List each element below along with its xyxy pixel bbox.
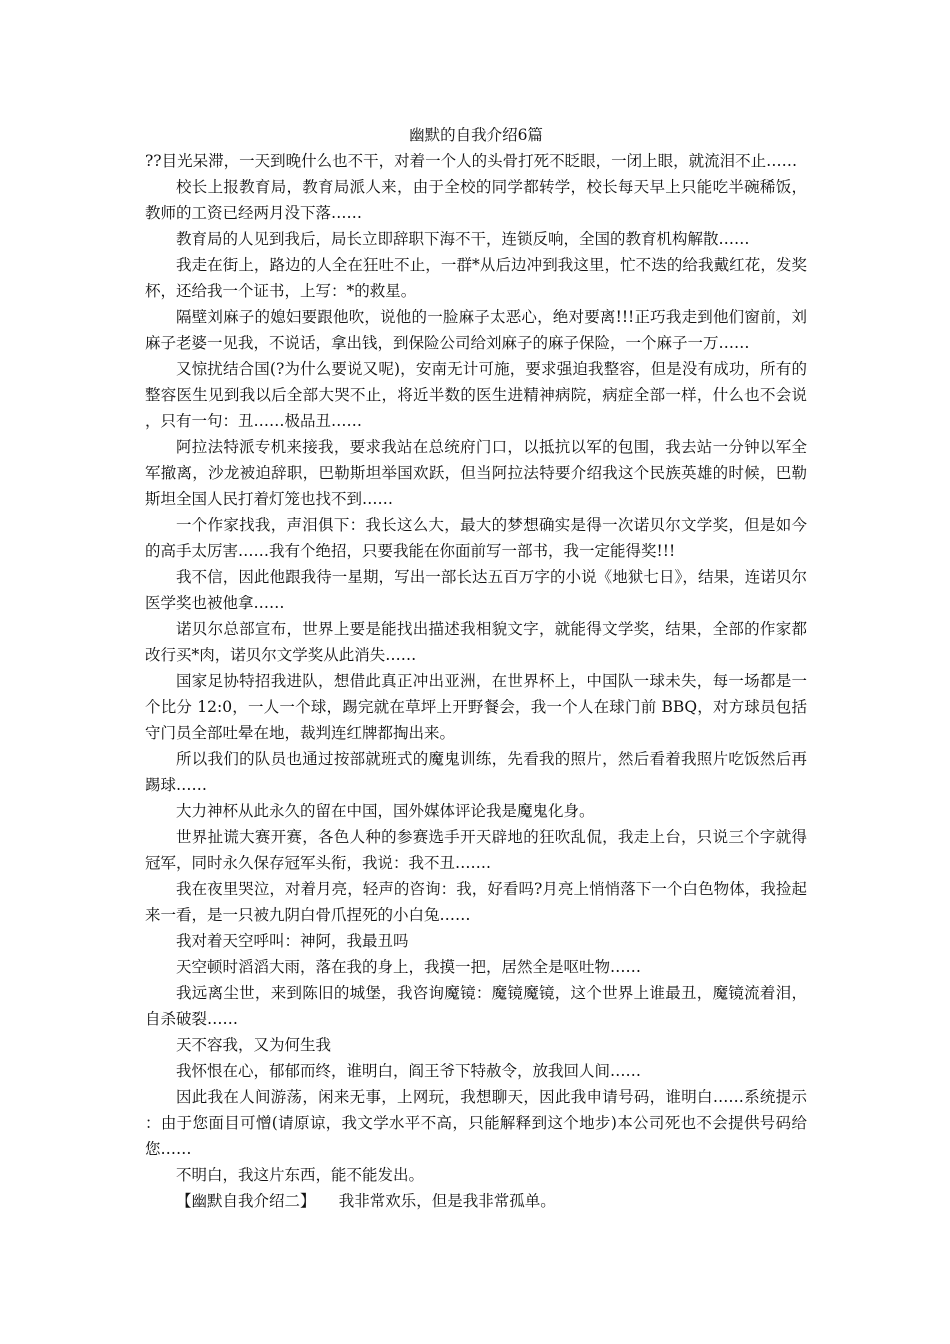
paragraph: 国家足协特招我进队，想借此真正冲出亚洲，在世界杯上，中国队一球未失，每一场都是一个比分 12:0，一人一个球，踢完就在草坪上开野餐会，我一个人在球门前 BBQ，对方球员包括守门员全部吐晕在地，裁判连红牌都掏出来。 [145,672,807,742]
paragraph: 我在夜里哭泣，对着月亮，轻声的咨询：我，好看吗?月亮上悄悄落下一个白色物体，我捡起来一看，是一只被九阴白骨爪捏死的小白兔…… [145,880,807,924]
paragraph: 教育局的人见到我后，局长立即辞职下海不干，连锁反响，全国的教育机构解散…… [176,230,750,248]
paragraph: 校长上报教育局，教育局派人来，由于全校的同学都转学，校长每天早上只能吃半碗稀饭，教师的工资已经两月没下落…… [145,178,807,222]
paragraph: 天空顿时滔滔大雨，落在我的身上，我摸一把，居然全是呕吐物…… [176,958,642,976]
paragraph: 一个作家找我，声泪俱下：我长这么大，最大的梦想确实是得一次诺贝尔文学奖，但是如今的高手太厉害……我有个绝招，只要我能在你面前写一部书，我一定能得奖!!! [145,516,807,560]
paragraph: 不明白，我这片东西，能不能发出。 [176,1166,425,1184]
paragraph: 我走在街上，路边的人全在狂吐不止，一群*从后边冲到我这里，忙不迭的给我戴红花，发奖杯，还给我一个证书，上写：*的救星。 [145,256,807,300]
paragraph: 我不信，因此他跟我待一星期，写出一部长达五百万字的小说《地狱七日》，结果，连诺贝尔医学奖也被他拿…… [145,568,807,612]
section-heading-paragraph: 【幽默自我介绍二】 我非常欢乐，但是我非常孤单。 [176,1192,556,1210]
paragraph: 所以我们的队员也通过按部就班式的魔鬼训练，先看我的照片，然后看着我照片吃饭然后再踢球…… [145,750,807,794]
paragraph: 大力神杯从此永久的留在中国，国外媒体评论我是魔鬼化身。 [176,802,595,820]
paragraph: 又惊扰结合国(?为什么要说又呢)，安南无计可施，要求强迫我整容，但是没有成功，所有的整容医生见到我以后全部大哭不止，将近半数的医生进精神病院，病症全部一样，什么也不会说，只有一句：丑……极品丑…… [145,360,807,430]
document-page [145,122,807,1214]
paragraph: 因此我在人间游荡，闲来无事，上网玩，我想聊天，因此我申请号码，谁明白……系统提示：由于您面目可憎(请原谅，我文学水平不高，只能解释到这个地步)本公司死也不会提供号码给您…… [145,1088,807,1158]
paragraph: ??目光呆滞，一天到晚什么也不干，对着一个人的头骨打死不眨眼，一闭上眼，就流泪不止…… [145,152,798,170]
paragraph: 阿拉法特派专机来接我，要求我站在总统府门口，以抵抗以军的包围，我去站一分钟以军全军撤离，沙龙被迫辞职，巴勒斯坦举国欢跃，但当阿拉法特要介绍我这个民族英雄的时候，巴勒斯坦全国人民打着灯笼也找不到…… [145,438,807,508]
paragraph: 我对着天空呼叫：神阿，我最丑吗 [176,932,409,950]
paragraph: 天不容我，又为何生我 [176,1036,332,1054]
paragraph: 我怀恨在心，郁郁而终，谁明白，阎王爷下特赦令，放我回人间…… [176,1062,642,1080]
paragraph: 我远离尘世，来到陈旧的城堡，我咨询魔镜：魔镜魔镜，这个世界上谁最丑，魔镜流着泪，自杀破裂…… [145,984,807,1028]
paragraph: 隔壁刘麻子的媳妇要跟他吹，说他的一脸麻子太恶心，绝对要离!!!正巧我走到他们窗前，刘麻子老婆一见我，不说话，拿出钱，到保险公司给刘麻子的麻子保险，一个麻子一万…… [145,308,807,352]
document-title: 幽默的自我介绍6篇 [409,126,543,144]
paragraph: 诺贝尔总部宣布，世界上要是能找出描述我相貌文字，就能得文学奖，结果，全部的作家都改行买*肉，诺贝尔文学奖从此消失…… [145,620,807,664]
paragraph: 世界扯谎大赛开赛，各色人种的参赛选手开天辟地的狂吹乱侃，我走上台，只说三个字就得冠军，同时永久保存冠军头衔，我说：我不丑……. [145,828,807,872]
